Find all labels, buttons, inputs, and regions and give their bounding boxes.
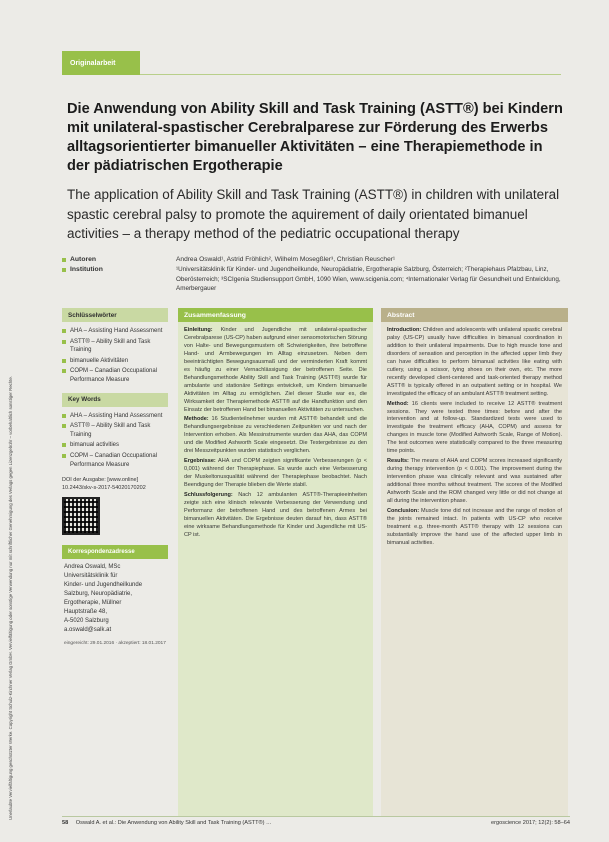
paragraph-text: 16 clients were included to receive 12 ASTT® treatment sessions. They were tested three times: before and after the intervention and at follow-up. Standardized tests were used to investigate the treatment efficacy (AHA, COPM) and assess for changes in muscle tone (Modified Ashworth Scale, Range of Motion). The test outcomes were statistically compared to the three measuring time points.: [387, 400, 562, 455]
institution-list: ¹Universitätsklinik für Kinder- und Jugendheilkunde, Neuropädiatrie, Ergotherapie Salzburg, Österreich; ²Therapiehaus Pfalzbau, Linz, Oberösterreich; ³SCIgenia Studiensupport GmbH, 1090 Wien, www.scigenia.com; ⁴Internationaler Verlag für Gesundheit und Entwicklung, Amerbergauer: [176, 266, 561, 292]
abstract-paragraph: [387, 458, 562, 506]
qr-code-icon: [62, 497, 100, 535]
paragraph-text: Nach 12 ambulanten ASTT®-Therapieeinheiten zeigte sich eine klinisch relevante Verbesserung der Verwendung und Performanz der betroffenen Hand und des betroffenen Armes bei bimanuellen Aktivitäten. Die Ergebnisse deuten darauf hin, dass ASTT® eine wirksame Behandlungsmethode für Kinder und Jugendliche mit US-CP ist.: [184, 492, 367, 538]
contact-line: Andrea Oswald, MSc: [64, 564, 121, 571]
abstract-paragraph: [387, 401, 562, 457]
abstract-paragraph: [184, 327, 367, 414]
bullet-icon: [62, 443, 66, 447]
keywords-en-heading: Key Words: [62, 393, 168, 407]
bullet-icon: [62, 268, 66, 272]
footer-rule: [62, 816, 570, 817]
doi-text[interactable]: DOI der Ausgabe: [www.online] 10.2443/skv-s-2017-54020170202: [62, 477, 146, 491]
page-number: 58: [62, 820, 69, 826]
contact-line: Universitätsklinik für: [64, 573, 118, 580]
list-item: [62, 357, 168, 366]
paragraph-text: Children and adolescents with unilateral spastic cerebral palsy (US-CP) usually have difficulties in bimanual coordination in addition to their unilateral impairments. Due to high muscle tone and disorders of sensation and perception in the affected upper limb they can have difficulties to perform bimanual activities like eating with cutlery, using a scissor, tying shoes on their own, etc. The more recently developed client-centered and task-oriented therapy method ASTT® is typically offered in an outpatient setting or in hospital. We investigated the efficacy of an ambulant ASTT® treatment setting.: [387, 327, 562, 397]
keywords-en-list: [62, 412, 168, 470]
title-german: Die Anwendung von Ability Skill and Task Training (ASTT®) bei Kindern mit unilateral-spastischer Cerebralparese zur Förderung des Erwerbs alltagsorientierter bimanueller Aktivitäten – eine Therapiemethode in der pädiatrischen Ergotherapie: [67, 101, 563, 174]
left-sidebar: [62, 308, 168, 648]
list-item: [62, 452, 168, 469]
list-item: [62, 441, 168, 450]
keyword: AHA – Assisting Hand Assessment: [70, 328, 163, 334]
keywords-de-list: [62, 327, 168, 385]
authors-label-row: [62, 255, 162, 265]
header-rule: [140, 74, 561, 75]
paragraph-label: Methode:: [184, 416, 209, 423]
contact-line: Ergotherapie, Müllner: [64, 600, 122, 607]
abstract-de-body: [178, 322, 373, 540]
section-label: Originalarbeit: [62, 51, 140, 75]
institution-label-row: [62, 265, 162, 275]
list-item: [62, 338, 168, 355]
abstract-paragraph: [387, 327, 562, 399]
bullet-icon: [62, 258, 66, 262]
contact-line: Kinder- und Jugendheilkunde: [64, 582, 143, 589]
keyword: COPM – Canadian Occupational Performance Measure: [70, 368, 158, 383]
keyword: ASTT® – Ability Skill and Task Training: [70, 338, 151, 354]
keyword: bimanuelle Aktivitäten: [70, 357, 129, 364]
keyword: AHA – Assisting Hand Assessment: [70, 412, 163, 419]
abstract-paragraph: [387, 508, 562, 548]
submission-dates: eingereicht: 29.01.2016 · akzeptiert: 18.01.2017: [64, 641, 166, 647]
author-list: Andrea Oswald¹, Astrid Fröhlich², Wilhelm Mosegßler³, Christian Reuscher¹: [176, 256, 396, 263]
keyword: bimanual activities: [70, 442, 120, 449]
bullet-icon: [62, 369, 66, 373]
institution-label: Institution: [70, 266, 103, 273]
paragraph-label: Ergebnisse:: [184, 458, 216, 465]
meta-labels: [62, 255, 162, 275]
contact-line: A-5020 Salzburg: [64, 618, 109, 625]
abstract-paragraph: [184, 492, 367, 540]
paragraph-text: AHA und COPM zeigten signifikante Verbesserungen (p < 0,001) während der Therapiephase. Es wurde auch eine Verbesserung der Muskeltonusqualität während der Therapiephase beobachtet. Nach Beendigung der Therapie blieben die Werte stabil.: [184, 458, 367, 489]
paragraph-label: Conclusion:: [387, 507, 420, 514]
running-title: Oswald A. et al.: Die Anwendung von Ability Skill and Task Training (ASTT®) …: [75, 820, 272, 826]
abstract-paragraph: [184, 416, 367, 456]
bullet-icon: [62, 359, 66, 363]
paragraph-label: Introduction:: [387, 327, 422, 333]
abstract-en-heading: Abstract: [381, 308, 568, 322]
paragraph-text: The means of AHA and COPM scores increased significantly during therapy intervention (p < 0.001). The improvement during the intervention phase was clinically relevant and was sustained after additional three months without treatment. The scores of the Modified Ashworth Scale and the ROM changed very little or did not change at all during the intervention phase.: [387, 458, 562, 505]
abstract-german: [178, 308, 373, 816]
list-item: [62, 367, 168, 384]
paragraph-label: Method:: [387, 400, 409, 407]
keywords-de-heading: Schlüsselwörter: [62, 308, 168, 322]
list-item: [62, 422, 168, 439]
footer-left: [62, 820, 272, 826]
paragraph-label: Schlussfolgerung:: [184, 492, 233, 499]
abstract-paragraph: [184, 458, 367, 490]
list-item: [62, 327, 168, 336]
paragraph-label: Results:: [387, 458, 409, 465]
contact-line: Hauptstraße 48,: [64, 609, 108, 616]
abstract-de-heading: Zusammenfassung: [178, 308, 373, 322]
contact-address: [62, 563, 168, 635]
paragraph-label: Einleitung:: [184, 327, 213, 333]
paragraph-text: Muscle tone did not increase and the range of motion of the joints remained intact. In patients with US-CP who receive treatment e.g. three-month ASTT® therapy with 12 sessions can substantially improve the hand use of the affected upper limb in bimanual activities.: [387, 507, 562, 546]
bullet-icon: [62, 329, 66, 333]
bullet-icon: [62, 454, 66, 458]
title-english: The application of Ability Skill and Task Training (ASTT®) in children with unilateral spastic cerebral palsy to promote the aquirement of daily orientated bimanuel activities – a therapy method of the pediatric occupational therapy: [67, 187, 560, 241]
bullet-icon: [62, 414, 66, 418]
copyright-side-note: Unerlaubte Vervielfältigung geschützter Werke. Copyright Schulz-Kirchner Verlag GmbH. Vervielfältigung oder sonstige Verwendung nur mit schriftlicher Genehmigung des Verlags gegen Lizenzgebühr – vorbehaltlich sonstiger Rechte.: [8, 376, 13, 820]
contact-email[interactable]: a.oswald@salk.at: [64, 627, 112, 634]
bullet-icon: [62, 424, 66, 428]
authors-label: Autoren: [70, 256, 97, 263]
journal-citation: ergoscience 2017; 12(2): 58–64: [491, 820, 570, 826]
abstract-en-body: [381, 322, 568, 548]
keyword: ASTT® – Ability Skill and Task Training: [70, 423, 151, 438]
bullet-icon: [62, 340, 66, 344]
abstract-english: [381, 308, 568, 816]
paragraph-text: Kinder und Jugendliche mit unilateral-spastischer Cerebralparese (US-CP) haben aufgrund einer sensomotorischen Störung von Halte- und Bewegungsmustern oft Schwierigkeiten, ihre betroffene Hand- und Armbewegungen im Alltag einzusetzen. Neben dem beeinträchtigten Bewegungsausmaß und der verminderten Kraft kommt es häufig zu einer Vernachlässigung der betroffenen Seite. Die Behandlungsmethode Ability Skill and Task Training (ASTT®) wurde für ambulante und stationäre Settings entwickelt, um Kindern bimanuelle Aktivitäten im Alltag zu ermöglichen. Ziel dieser Studie war es, die Wirksamkeit der Therapiemethode ASTT® auf die Handfunktion und den Einsatz der betroffenen Hand bei bimanuellen Aktivitäten zu untersuchen.: [184, 327, 367, 413]
keyword: COPM – Canadian Occupational Performance Measure: [70, 452, 158, 468]
paragraph-text: 16 Studienteilnehmer wurden mit ASTT® behandelt und die Behandlungsergebnisse zu verschiedenen Zeitpunkten vor und nach der Intervention erhoben. Als Messinstrumente wurden das AHA, das COPM und die Modified Ashworth Scale eingesetzt. Die Testergebnisse zu den drei Messzeitpunkten wurden statistisch verglichen.: [184, 416, 367, 455]
list-item: [62, 412, 168, 421]
contact-line: Salzburg, Neuropädiatrie,: [64, 591, 133, 598]
contact-heading: Korrespondenzadresse: [62, 545, 168, 559]
